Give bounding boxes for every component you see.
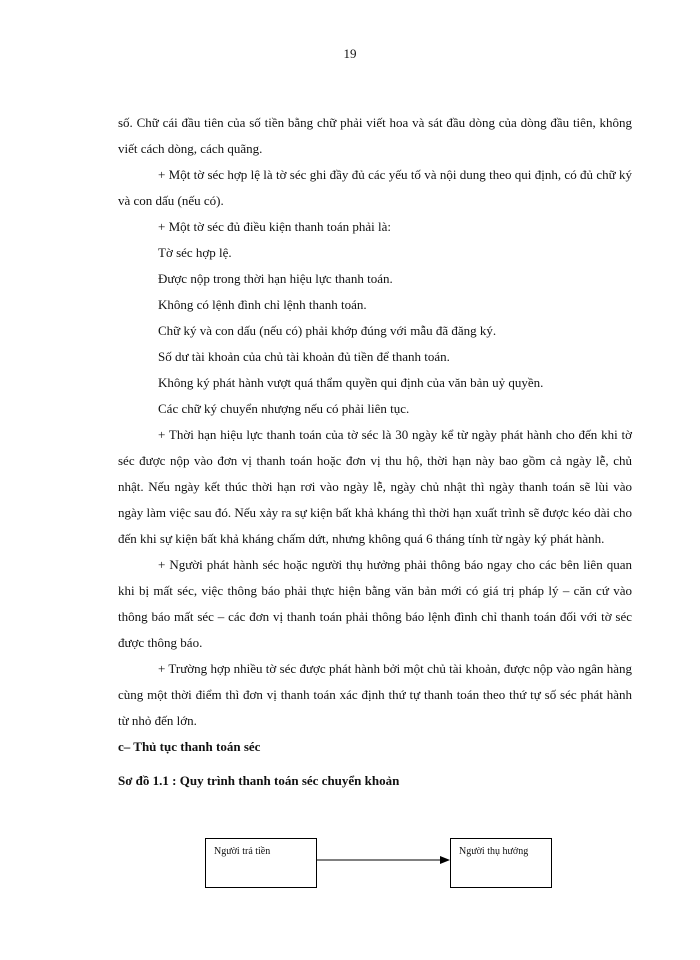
- paragraph: + Một tờ séc đủ điều kiện thanh toán phải là:: [158, 219, 391, 234]
- paragraph: + Trường hợp nhiều tờ séc được phát hành bởi một chủ tài khoản, được nộp vào ngân hàng cùng một thời điểm thì đơn vị thanh toán xác định thứ tự thanh toán theo thứ tự số séc phát hành từ nhỏ đến lớn.: [118, 661, 632, 728]
- condition-item: Không có lệnh đình chỉ lệnh thanh toán.: [158, 297, 367, 312]
- payee-label: Người thụ hưởng: [459, 846, 529, 857]
- payee-box: [450, 838, 552, 888]
- condition-item: Số dư tài khoản của chủ tài khoản đủ tiền để thanh toán.: [158, 349, 450, 364]
- condition-item: Tờ séc hợp lệ.: [158, 245, 232, 260]
- document-body: [118, 110, 632, 794]
- condition-item: Không ký phát hành vượt quá thẩm quyền qui định của văn bản uỷ quyền.: [158, 375, 544, 390]
- condition-item: Được nộp trong thời hạn hiệu lực thanh toán.: [158, 271, 393, 286]
- condition-item: Chữ ký và con dấu (nếu có) phải khớp đúng với mẫu đã đăng ký.: [158, 323, 497, 338]
- paragraph: + Một tờ séc hợp lệ là tờ séc ghi đầy đủ các yếu tố và nội dung theo qui định, có đủ chữ ký và con dấu (nếu có).: [118, 167, 632, 208]
- payer-box: [205, 838, 317, 888]
- paragraph: số. Chữ cái đầu tiên của số tiền bằng chữ phải viết hoa và sát đầu dòng của dòng đầu tiên, không viết cách dòng, cách quãng.: [118, 115, 632, 156]
- paragraph: + Thời hạn hiệu lực thanh toán của tờ séc là 30 ngày kể từ ngày phát hành cho đến khi tờ séc được nộp vào đơn vị thanh toán hoặc đơn vị thu hộ, thời hạn này bao gồm cả ngày lễ, chủ nhật. Nếu ngày kết thúc thời hạn rơi vào ngày lễ, ngày chủ nhật thì ngày thanh toán sẽ lùi vào ngày làm việc sau đó. Nếu xảy ra sự kiện bất khả kháng thì thời hạn xuất trình sẽ được kéo dài cho đến khi sự kiện bất khả kháng chấm dứt, nhưng không quá 6 tháng tính từ ngày ký phát hành.: [118, 427, 632, 546]
- condition-item: Các chữ ký chuyển nhượng nếu có phải liên tục.: [158, 401, 410, 416]
- page-number: 19: [343, 46, 357, 61]
- paragraph: + Người phát hành séc hoặc người thụ hưởng phải thông báo ngay cho các bên liên quan khi bị mất séc, việc thông báo phải thực hiện bằng văn bản mới có giá trị pháp lý – căn cứ vào thông báo mất séc – các đơn vị thanh toán phải thông báo lệnh đình chỉ thanh toán đối với tờ séc được thông báo.: [118, 557, 632, 650]
- diagram-heading: Sơ đồ 1.1 : Quy trình thanh toán séc chuyển khoản: [118, 773, 400, 788]
- section-heading: c– Thủ tục thanh toán séc: [118, 739, 261, 754]
- payer-label: Người trả tiền: [214, 846, 271, 857]
